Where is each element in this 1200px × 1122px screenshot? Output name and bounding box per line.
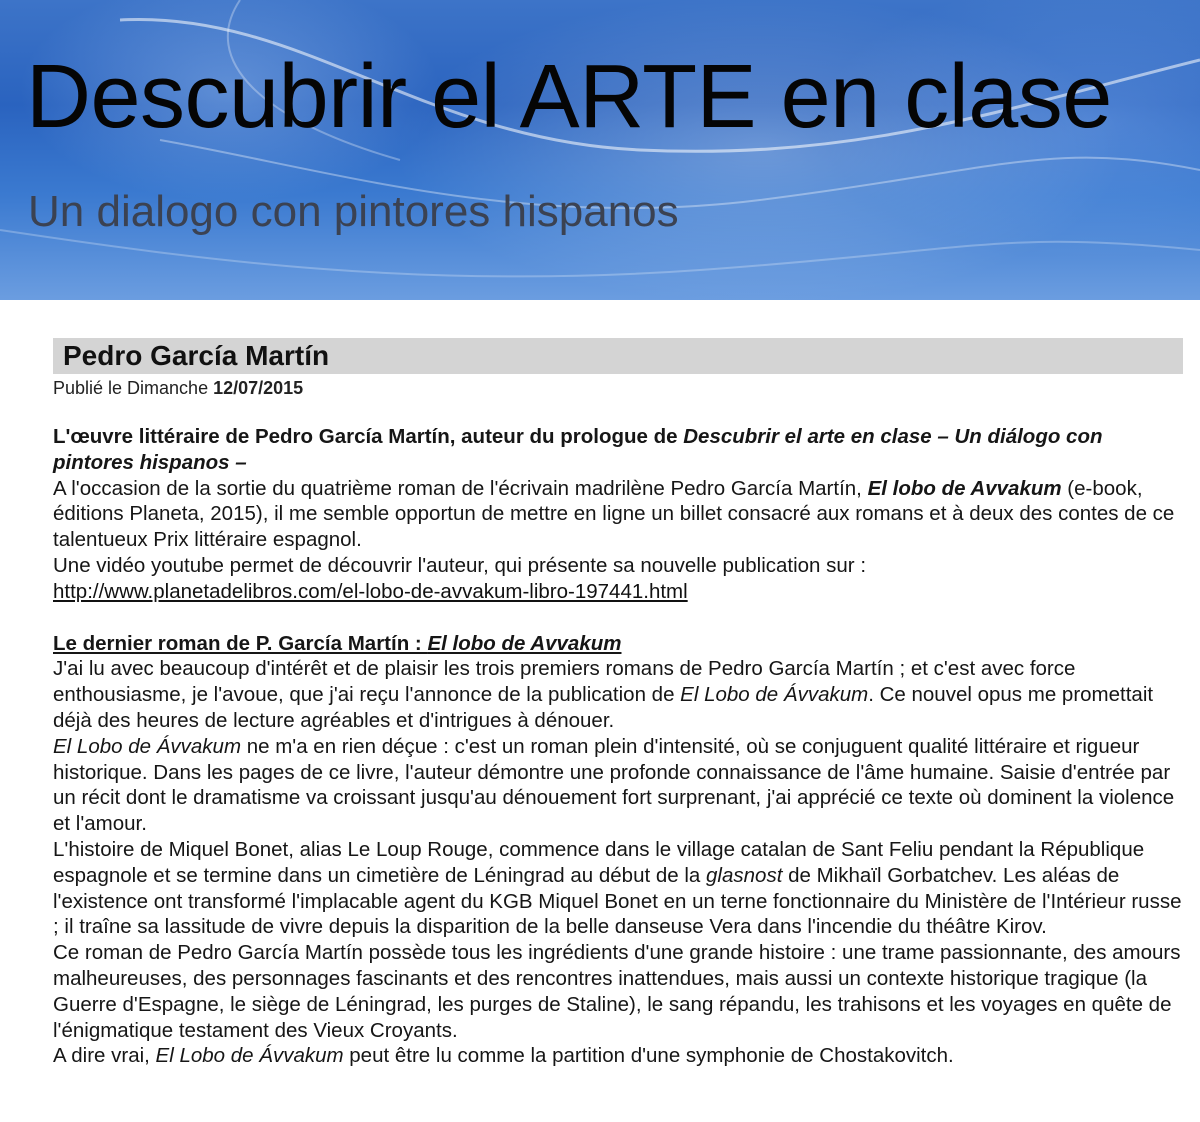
section-heading: Le dernier roman de P. García Martín : El lobo de Avvakum <box>53 631 622 655</box>
section-paragraph-3: L'histoire de Miquel Bonet, alias Le Loup Rouge, commence dans le village catalan de Sant Feliu pendant la République espagnole et se termine dans un cimetière de Léningrad au début de la glasnost de Mikhaïl Gorbatchev. Les aléas de l'existence ont transformé l'implacable agent du KGB Miquel Bonet en un terne fonctionnaire du Ministère de l'Intérieur russe ; il traîne sa lassitude de vivre depuis la disparition de la belle danseuse Vera dans l'incendie du théâtre Kirov. <box>53 837 1182 939</box>
planeta-link[interactable]: http://www.planetadelibros.com/el-lobo-de-avvakum-libro-197441.html <box>53 579 688 603</box>
intro-link-line <box>53 579 1188 605</box>
post-title-bar <box>53 338 1183 374</box>
post-title[interactable]: Pedro García Martín <box>63 340 330 371</box>
section-paragraph-4: Ce roman de Pedro García Martín possède tous les ingrédients d'une grande histoire : une trame passionnante, des amours malheureuses, des personnages fascinants et des rencontres inattendues, mais aussi un contexte historique tragique (la Guerre d'Espagne, le siège de Léningrad, les purges de Staline), le sang répandu, les trahisons et les voyages en quête de l'énigmatique testament des Vieux Croyants. <box>53 941 1181 1042</box>
intro-paragraph: A l'occasion de la sortie du quatrième roman de l'écrivain madrilène Pedro García Martín, El lobo de Avvakum (e-book, éditions Planeta, 2015), il me semble opportun de mettre en ligne un billet consacré aux romans et à deux des contes de ce talentueux Prix littéraire espagnol. <box>53 476 1175 552</box>
intro-heading: L'œuvre littéraire de Pedro García Martín, auteur du prologue de Descubrir el arte en clase – Un diálogo con pintores hispanos – <box>53 425 1103 474</box>
banner-swirl-decoration <box>0 0 1200 300</box>
published-label: Publié le Dimanche <box>53 378 209 398</box>
section-paragraph-2: El Lobo de Ávvakum ne m'a en rien déçue : c'est un roman plein d'intensité, où se conjuguent qualité littéraire et rigueur historique. Dans les pages de ce livre, l'auteur démontre une profonde connaissance de l'âme humaine. Saisie d'entrée par un récit dont le dramatisme va croissant jusqu'au dénouement fort surprenant, j'ai apprécié ce texte où dominent la violence et l'amour. <box>53 734 1175 836</box>
header-banner <box>0 0 1200 300</box>
article-body <box>53 424 1188 1069</box>
section-paragraph-1: J'ai lu avec beaucoup d'intérêt et de plaisir les trois premiers romans de Pedro García Martín ; et c'est avec force enthousiasme, je l'avoue, que j'ai reçu l'annonce de la publication de El Lobo de Ávvakum. Ce nouvel opus me promettait déjà des heures de lecture agréables et d'intrigues à dénouer. <box>53 657 1154 732</box>
site-title[interactable]: Descubrir el ARTE en clase <box>26 47 1112 147</box>
post-date <box>53 378 303 399</box>
published-date: 12/07/2015 <box>213 378 304 398</box>
spacer <box>53 605 1188 631</box>
section-paragraph-5: A dire vrai, El Lobo de Ávvakum peut être lu comme la partition d'une symphonie de Chostakovitch. <box>53 1044 954 1068</box>
intro-video-paragraph: Une vidéo youtube permet de découvrir l'auteur, qui présente sa nouvelle publication sur : <box>53 553 867 577</box>
main-content <box>16 300 1200 1122</box>
site-subtitle: Un dialogo con pintores hispanos <box>28 187 679 236</box>
